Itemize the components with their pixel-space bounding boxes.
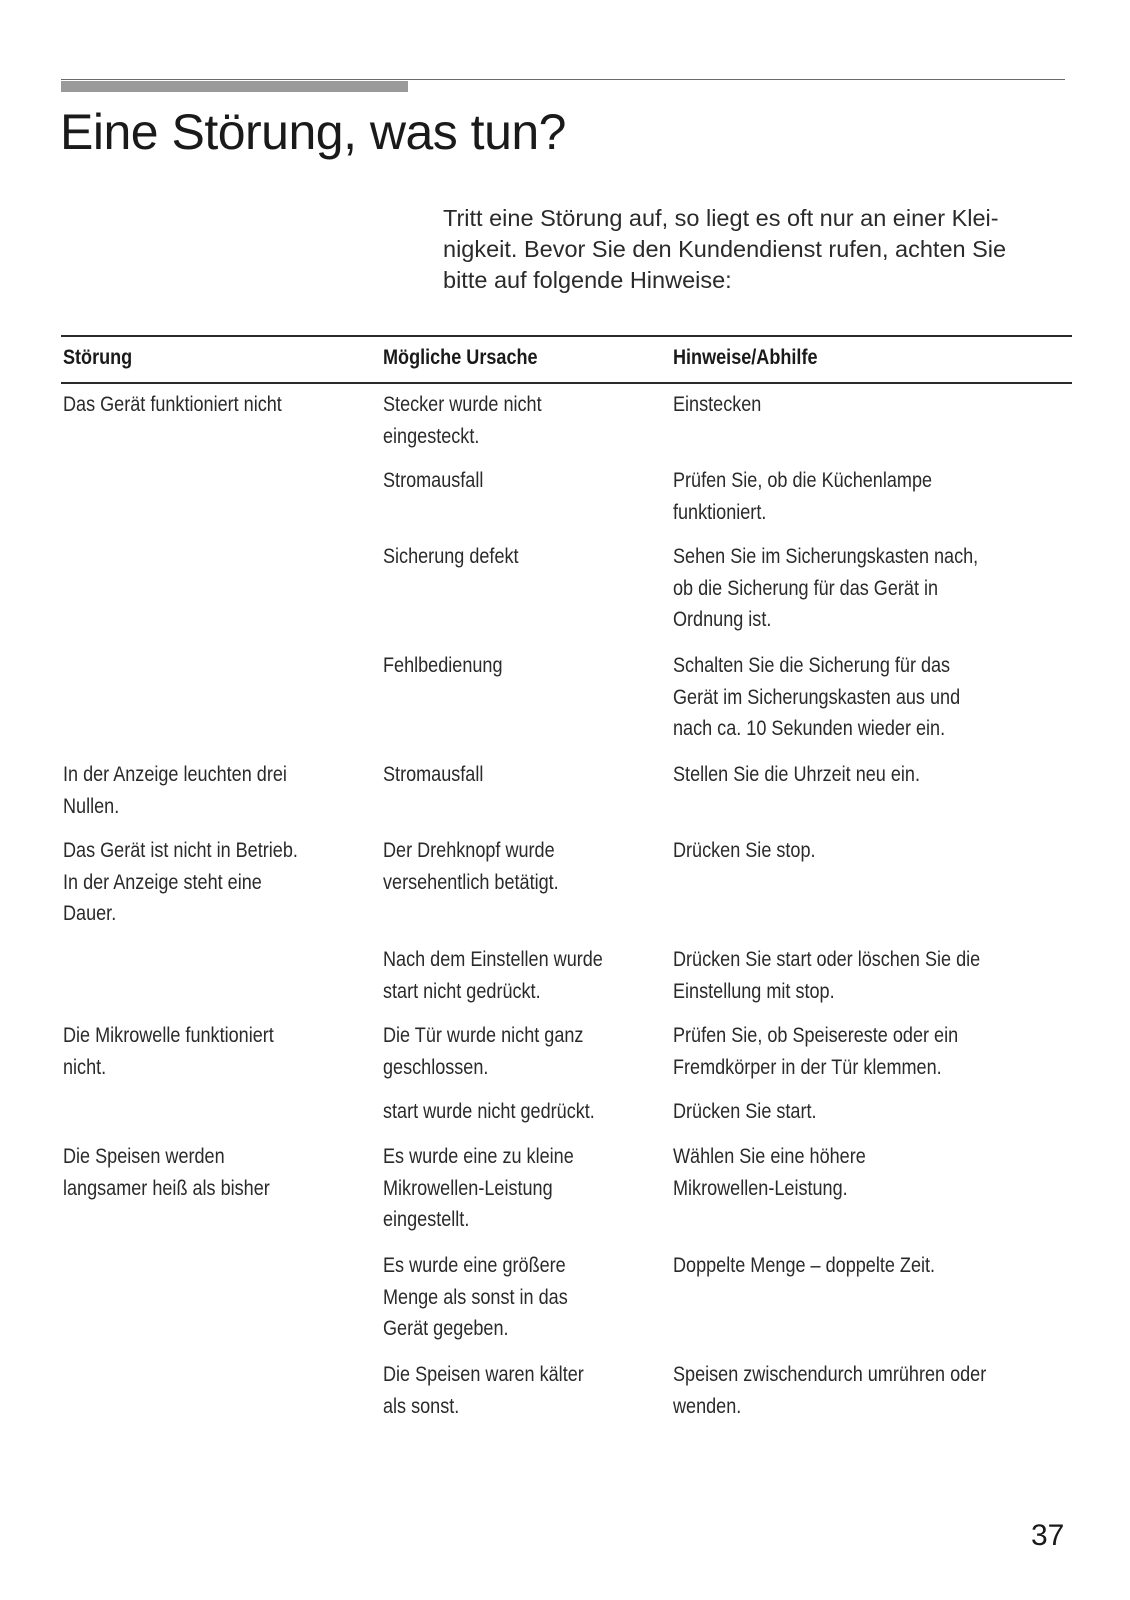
cell-line: eingestellt. (383, 1208, 470, 1231)
table-cell-ursache (383, 1096, 595, 1128)
intro-line: bitte auf folgende Hinweise: (443, 267, 732, 293)
cell-line: Prüfen Sie, ob die Küchenlampe (673, 469, 933, 492)
cell-line: Die Speisen waren kälter (383, 1363, 584, 1386)
cell-line: Drücken Sie start oder löschen Sie die (673, 948, 981, 971)
intro-text (443, 203, 1073, 296)
cell-line: Stromausfall (383, 763, 484, 786)
cell-line: Drücken Sie stop. (673, 839, 816, 862)
table-cell-abhilfe (673, 650, 960, 745)
table-cell-ursache (383, 1250, 568, 1345)
cell-line: Gerät gegeben. (383, 1317, 509, 1340)
table-cell-ursache (383, 1020, 583, 1083)
table-cell-ursache (383, 1141, 574, 1236)
cell-line: Es wurde eine größere (383, 1254, 566, 1277)
cell-line: langsamer heiß als bisher (63, 1176, 270, 1200)
table-cell-stoerung (63, 389, 282, 421)
table-cell-abhilfe (673, 759, 920, 791)
cell-line: start wurde nicht gedrückt. (383, 1100, 595, 1123)
table-cell-stoerung (63, 1141, 270, 1204)
cell-line: Einstecken (673, 393, 762, 416)
table-cell-ursache (383, 465, 483, 497)
cell-line: Es wurde eine zu kleine (383, 1145, 574, 1168)
cell-line: ob die Sicherung für das Gerät in (673, 576, 939, 600)
table-cell-stoerung (63, 1020, 274, 1083)
table-cell-ursache (383, 389, 542, 452)
table-cell-abhilfe (673, 541, 978, 636)
cell-line: Die Tür wurde nicht ganz (383, 1024, 584, 1047)
column-header-abhilfe: Hinweise/Abhilfe (673, 346, 818, 369)
cell-line: Gerät im Sicherungskasten aus und (673, 685, 961, 709)
cell-line: geschlossen. (383, 1055, 489, 1079)
cell-line: Sehen Sie im Sicherungskasten nach, (673, 545, 979, 568)
cell-line: nicht. (63, 1055, 107, 1079)
table-header-rule (61, 382, 1072, 384)
column-header-ursache: Mögliche Ursache (383, 346, 538, 369)
cell-line: Sicherung defekt (383, 545, 519, 568)
cell-line: Doppelte Menge – doppelte Zeit. (673, 1254, 936, 1277)
table-cell-abhilfe (673, 1020, 958, 1083)
cell-line: Das Gerät funktioniert nicht (63, 393, 282, 416)
cell-line: Fehlbedienung (383, 654, 503, 677)
cell-line: Stellen Sie die Uhrzeit neu ein. (673, 763, 920, 786)
table-cell-abhilfe (673, 1141, 866, 1204)
table-cell-abhilfe (673, 1359, 986, 1422)
cell-line: Die Speisen werden (63, 1145, 225, 1168)
cell-line: Stromausfall (383, 469, 484, 492)
cell-line: eingesteckt. (383, 424, 480, 448)
cell-line: Das Gerät ist nicht in Betrieb. (63, 839, 298, 862)
cell-line: funktioniert. (673, 500, 767, 524)
cell-line: Fremdkörper in der Tür klemmen. (673, 1055, 942, 1079)
table-cell-ursache (383, 1359, 584, 1422)
intro-line: Tritt eine Störung auf, so liegt es oft nur an einer Klei- (443, 205, 999, 231)
cell-line: nach ca. 10 Sekunden wieder ein. (673, 717, 946, 740)
table-cell-ursache (383, 835, 559, 898)
table-cell-abhilfe (673, 944, 980, 1007)
top-rule (61, 79, 1065, 80)
cell-line: Wählen Sie eine höhere (673, 1145, 866, 1168)
cell-line: Mikrowellen-Leistung (383, 1176, 553, 1200)
table-cell-abhilfe (673, 465, 932, 528)
table-top-rule (61, 335, 1072, 337)
cell-line: Drücken Sie start. (673, 1100, 817, 1123)
table-cell-abhilfe (673, 835, 816, 867)
table-cell-stoerung (63, 835, 298, 930)
cell-line: In der Anzeige leuchten drei (63, 763, 287, 786)
table-cell-ursache (383, 541, 519, 573)
cell-line: wenden. (673, 1394, 742, 1418)
cell-line: als sonst. (383, 1394, 460, 1418)
cell-line: Nach dem Einstellen wurde (383, 948, 603, 971)
cell-line: Dauer. (63, 902, 117, 925)
cell-line: Stecker wurde nicht (383, 393, 542, 416)
column-header-stoerung: Störung (63, 346, 133, 369)
cell-line: Schalten Sie die Sicherung für das (673, 654, 951, 677)
cell-line: Die Mikrowelle funktioniert (63, 1024, 274, 1047)
cell-line: Einstellung mit stop. (673, 979, 835, 1003)
cell-line: Nullen. (63, 794, 120, 818)
table-cell-ursache (383, 944, 603, 1007)
page-title: Eine Störung, was tun? (60, 104, 566, 160)
intro-line: nigkeit. Bevor Sie den Kundendienst rufen, achten Sie (443, 236, 1007, 262)
section-bar (61, 81, 408, 92)
cell-line: versehentlich betätigt. (383, 870, 559, 894)
cell-line: Mikrowellen-Leistung. (673, 1176, 848, 1200)
cell-line: Menge als sonst in das (383, 1285, 568, 1309)
table-cell-ursache (383, 650, 502, 682)
cell-line: Der Drehknopf wurde (383, 839, 555, 862)
cell-line: In der Anzeige steht eine (63, 870, 262, 894)
table-cell-abhilfe (673, 1250, 935, 1282)
table-cell-ursache (383, 759, 483, 791)
table-cell-abhilfe (673, 1096, 817, 1128)
cell-line: Speisen zwischendurch umrühren oder (673, 1363, 987, 1386)
cell-line: Ordnung ist. (673, 608, 772, 631)
cell-line: start nicht gedrückt. (383, 979, 541, 1003)
table-cell-abhilfe (673, 389, 761, 421)
cell-line: Prüfen Sie, ob Speisereste oder ein (673, 1024, 959, 1047)
table-cell-stoerung (63, 759, 287, 822)
page-number: 37 (1031, 1519, 1065, 1552)
